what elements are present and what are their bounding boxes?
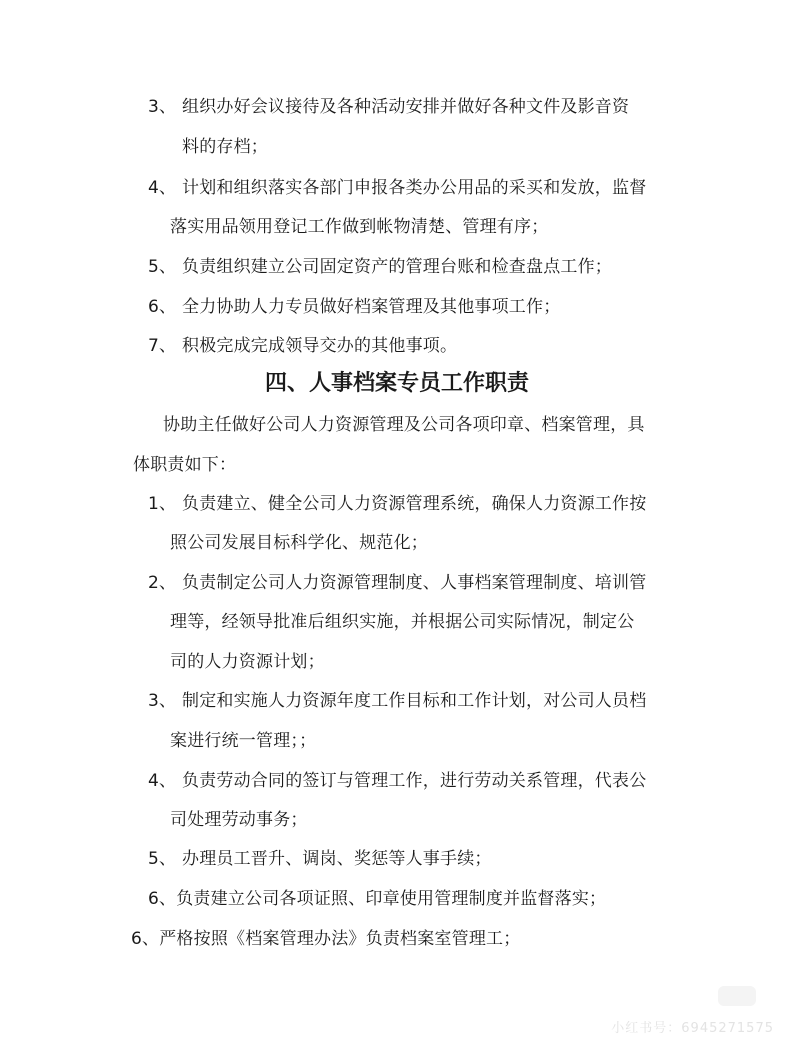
duty-item-2 xyxy=(148,571,646,595)
section-heading: 四、人事档案专员工作职责 xyxy=(264,371,529,396)
item-text: 负责劳动合同的签订与管理工作，进行劳动关系管理，代表公 xyxy=(182,771,647,791)
item-text: 积极完成完成领导交办的其他事项。 xyxy=(182,336,458,356)
duty-item-3 xyxy=(148,689,646,713)
item-text: 全力协助人力专员做好档案管理及其他事项工作； xyxy=(182,297,561,317)
intro-paragraph-line2: 体职责如下： xyxy=(133,455,237,475)
duty-item-4 xyxy=(148,769,646,793)
item-number: 5、 xyxy=(148,849,177,869)
item-number: 7、 xyxy=(148,336,177,356)
item-number: 3、 xyxy=(148,97,177,117)
duty-item-6b: 6、严格按照《档案管理办法》负责档案室管理工； xyxy=(131,929,521,949)
item-text: 制定和实施人力资源年度工作目标和工作计划，对公司人员档 xyxy=(182,691,647,711)
item-number: 1、 xyxy=(148,494,177,514)
duty-item-1 xyxy=(148,492,646,516)
item-text: 负责建立、健全公司人力资源管理系统，确保人力资源工作按 xyxy=(182,494,647,514)
watermark: 小红书号：6945271575 xyxy=(611,1021,774,1036)
item-text: 组织办好会议接待及各种活动安排并做好各种文件及影音资 xyxy=(182,97,630,117)
duty-item-3-cont: 案进行统一管理；； xyxy=(170,731,317,751)
intro-paragraph-line1: 协助主任做好公司人力资源管理及公司各项印章、档案管理，具 xyxy=(163,415,645,435)
list-item-4 xyxy=(148,176,646,200)
item-text: 办理员工晋升、调岗、奖惩等人事手续； xyxy=(182,849,492,869)
duty-item-6a: 6、负责建立公司各项证照、印章使用管理制度并监督落实； xyxy=(148,889,607,909)
list-item-5 xyxy=(148,255,612,279)
item-number: 6、 xyxy=(148,297,177,317)
duty-item-2-cont1: 理等，经领导批准后组织实施，并根据公司实际情况，制定公 xyxy=(170,612,635,632)
item-number: 3、 xyxy=(148,691,177,711)
item-number: 5、 xyxy=(148,257,177,277)
item-text: 计划和组织落实各部门申报各类办公用品的采买和发放，监督 xyxy=(182,178,647,198)
item-text: 负责制定公司人力资源管理制度、人事档案管理制度、培训管 xyxy=(182,573,647,593)
duty-item-2-cont2: 司的人力资源计划； xyxy=(170,652,325,672)
list-item-3 xyxy=(148,95,629,119)
duty-item-5 xyxy=(148,847,492,871)
list-item-6 xyxy=(148,295,560,319)
item-number: 2、 xyxy=(148,573,177,593)
duty-item-4-cont: 司处理劳动事务； xyxy=(170,810,308,830)
item-text: 负责组织建立公司固定资产的管理台账和检查盘点工作； xyxy=(182,257,612,277)
item-number: 4、 xyxy=(148,178,177,198)
list-item-4-cont: 落实用品领用登记工作做到帐物清楚、管理有序； xyxy=(170,217,549,237)
item-number: 4、 xyxy=(148,771,177,791)
list-item-3-cont: 料的存档； xyxy=(182,137,268,157)
list-item-7 xyxy=(148,334,457,358)
duty-item-1-cont: 照公司发展目标科学化、规范化； xyxy=(170,533,428,553)
watermark-logo-icon xyxy=(718,986,756,1006)
